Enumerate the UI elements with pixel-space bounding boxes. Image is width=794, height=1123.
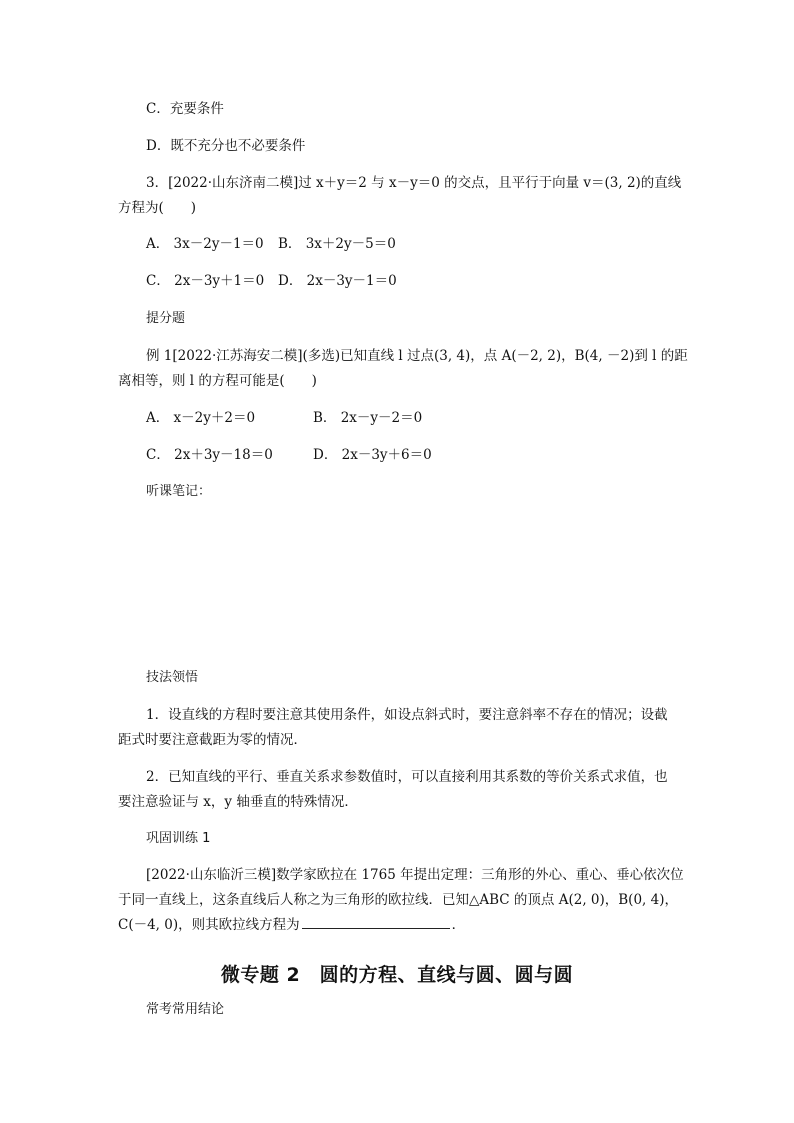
q3-option-a: A． 3x－2y－1＝0 [146,236,264,252]
practice-line2: 于同一直线上，这条直线后人称之为三角形的欧拉线．已知△ABC 的顶点 A(2, 0)，B(0, 4)， [118,892,678,908]
ex1-stem-line1: 例 1[2022·江苏海安二模](多选)已知直线 l 过点(3, 4)，点 A(－2, 2)，B(4, －2)到 l 的距 [146,348,688,364]
practice-line3-end: ． [451,917,466,933]
practice-line1: [2022·山东临沂三模]数学家欧拉在 1765 年提出定理：三角形的外心、重心、垂心依次位 [146,867,684,883]
common-conclusions-label: 常考常用结论 [146,1002,225,1017]
q3-stem-line2: 方程为( ) [118,200,197,216]
q3-option-d: D． 2x－3y－1＝0 [278,273,397,289]
ex1-option-c: C． 2x＋3y－18＝0 [146,447,273,463]
answer-blank[interactable] [302,916,450,929]
tech-p1-line2: 距式时要注意截距为零的情况． [118,732,307,748]
q2-option-d: D．既不充分也不必要条件 [146,138,306,154]
ex1-stem-line2: 离相等，则 l 的方程可能是( ) [118,373,317,389]
q3-option-c: C． 2x－3y＋1＝0 [146,273,265,289]
ex1-option-b: B． 2x－y－2＝0 [313,410,423,426]
q3-stem-line1: 3．[2022·山东济南二模]过 x＋y＝2 与 x－y＝0 的交点，且平行于向量 v＝(3, 2)的直线 [146,175,682,191]
practice-line3-text: C(－4, 0)，则其欧拉线方程为 [118,917,300,933]
notes-label: 听课笔记： [146,484,212,499]
q2-option-c: C．充要条件 [146,101,224,117]
tech-p1-line1: 1．设直线的方程时要注意其使用条件，如设点斜式时，要注意斜率不存在的情况；设截 [146,707,668,723]
tech-p2-line2: 要注意验证与 x，y 轴垂直的特殊情况． [118,794,358,810]
ex1-option-a: A． x－2y＋2＝0 [146,410,256,426]
tifen-label: 提分题 [146,311,186,326]
section-title: 微专题 2 圆的方程、直线与圆、圆与圆 [220,964,574,986]
tech-p2-line1: 2．已知直线的平行、垂直关系求参数值时，可以直接利用其系数的等价关系式求值，也 [146,769,668,785]
tech-label: 技法领悟 [146,670,199,685]
practice-label: 巩固训练 1 [146,831,211,846]
ex1-option-d: D． 2x－3y＋6＝0 [313,447,432,463]
practice-line3 [118,916,465,934]
q3-option-b: B． 3x＋2y－5＝0 [278,236,396,252]
